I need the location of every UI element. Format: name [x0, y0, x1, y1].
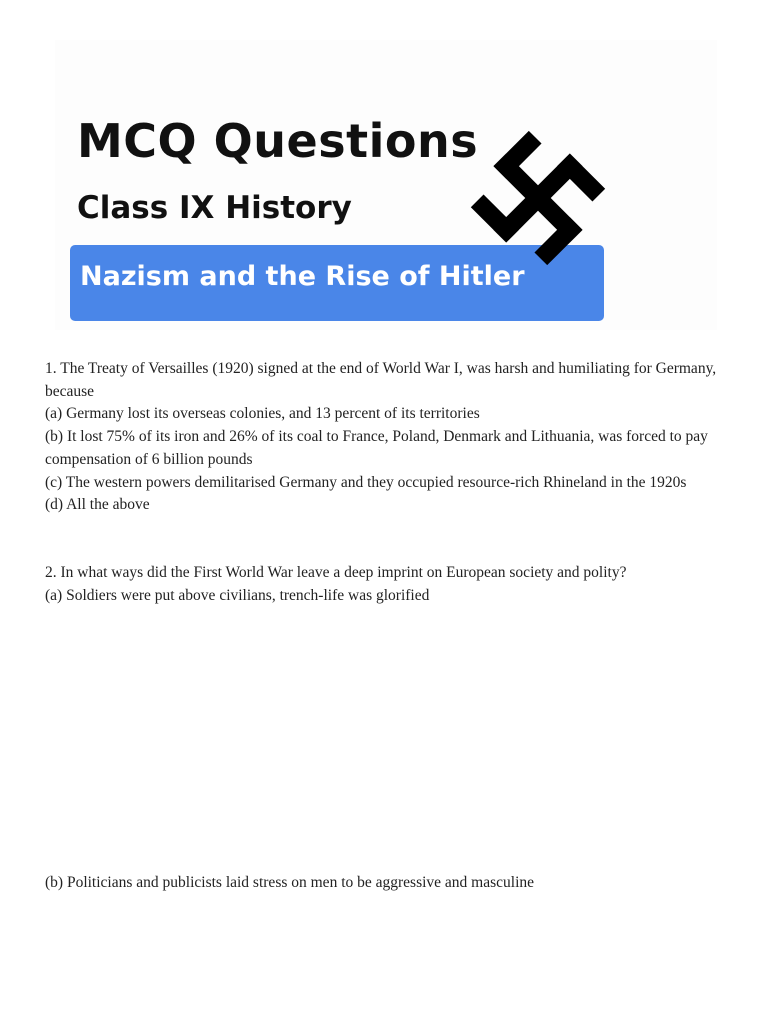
question-1-option-d: (d) All the above [45, 496, 150, 514]
question-2-text: 2. In what ways did the First World War leave a deep imprint on European society and polity? [45, 563, 627, 581]
page-title: MCQ Questions [77, 114, 479, 168]
question-1-option-b: (b) It lost 75% of its iron and 26% of its coal to France, Poland, Denmark and Lithuania, was forced to pay compensation of 6 billion pounds [45, 428, 708, 468]
topic-label: Nazism and the Rise of Hitler [80, 261, 525, 292]
question-1-text: 1. The Treaty of Versailles (1920) signed at the end of World War I, was harsh and humiliating for Germany, because [45, 360, 717, 400]
page-subtitle: Class IX History [77, 190, 352, 226]
swastika-icon [453, 128, 623, 268]
question-2-option-a: (a) Soldiers were put above civilians, trench-life was glorified [45, 586, 430, 604]
question-2-option-b: (b) Politicians and publicists laid stress on men to be aggressive and masculine [45, 874, 535, 891]
question-1-option-a: (a) Germany lost its overseas colonies, and 13 percent of its territories [45, 405, 480, 423]
header-banner [55, 40, 717, 330]
question-list [45, 358, 735, 607]
question-1-option-c: (c) The western powers demilitarised Germany and they occupied resource-rich Rhineland in the 1920s [45, 473, 687, 491]
